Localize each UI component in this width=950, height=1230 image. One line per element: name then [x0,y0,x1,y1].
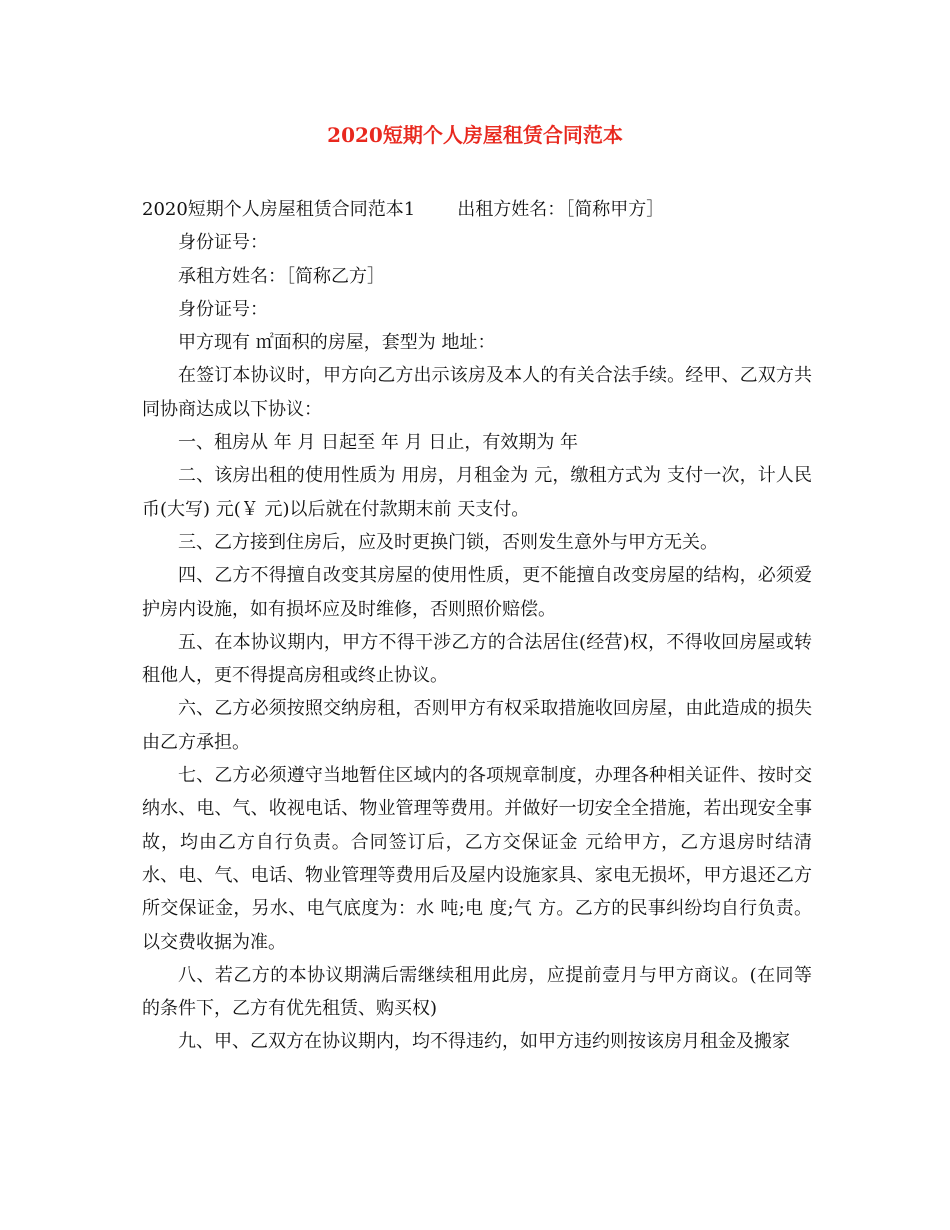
clause-7: 七、乙方必须遵守当地暂住区域内的各项规章制度，办理各种相关证件、按时交纳水、电、气、收视电话、物业管理等费用。并做好一切安全全措施，若出现安全事故，均由乙方自行负责。合同签订后，乙方交保证金 元给甲方，乙方退房时结清水、电、气、电话、物业管理等费用后及屋内设施家具、家电无损坏，甲方退还乙方所交保证金，另水、电气底度为：水 吨;电 度;气 方。乙方的民事纠纷均自行负责。以交费收据为准。 [142,765,812,953]
document-title: 2020短期个人房屋租赁合同范本 [327,123,623,147]
lessee-name-label: 承租方姓名：［简称乙方］ [178,265,385,287]
first-line [142,193,812,226]
lessor-name-label: 出租方姓名：［简称甲方］ [457,199,665,220]
clause-4: 四、乙方不得擅自改变其房屋的使用性质，更不能擅自改变房屋的结构，必须爱护房内设施，如有损坏应及时维修，否则照价赔偿。 [142,565,812,620]
clause-9: 九、甲、乙双方在协议期内，均不得违约，如甲方违约则按该房月租金及搬家 [178,1031,790,1053]
clause-1: 一、租房从 年 月 日起至 年 月 日止，有效期为 年 [178,432,579,454]
clause-3: 三、乙方接到住房后，应及时更换门锁，否则发生意外与甲方无关。 [178,531,718,553]
clause-8: 八、若乙方的本协议期满后需继续租用此房，应提前壹月与甲方商议。(在同等的条件下，乙方有优先租赁、购买权) [142,964,812,1020]
agreement-preamble: 在签订本协议时，甲方向乙方出示该房及本人的有关合法手续。经甲、乙双方共同协商达成以下协议： [142,365,812,420]
clause-5: 五、在本协议期内，甲方不得干涉乙方的合法居住(经营)权，不得收回房屋或转租他人，更不得提高房租或终止协议。 [142,631,812,687]
id-number-lessee: 身份证号： [178,298,268,320]
property-description: 甲方现有 ㎡面积的房屋，套型为 地址： [178,332,496,354]
id-number-lessor: 身份证号： [178,232,268,254]
document-body [142,193,812,1059]
clause-2: 二、该房出租的使用性质为 用房，月租金为 元，缴租方式为 支付一次，计人民币(大写) 元(￥ 元)以后就在付款期末前 天支付。 [142,465,812,520]
contract-heading: 2020短期个人房屋租赁合同范本1 [142,199,416,220]
clause-6: 六、乙方必须按照交纳房租，否则甲方有权采取措施收回房屋，由此造成的损失由乙方承担。 [142,698,812,753]
